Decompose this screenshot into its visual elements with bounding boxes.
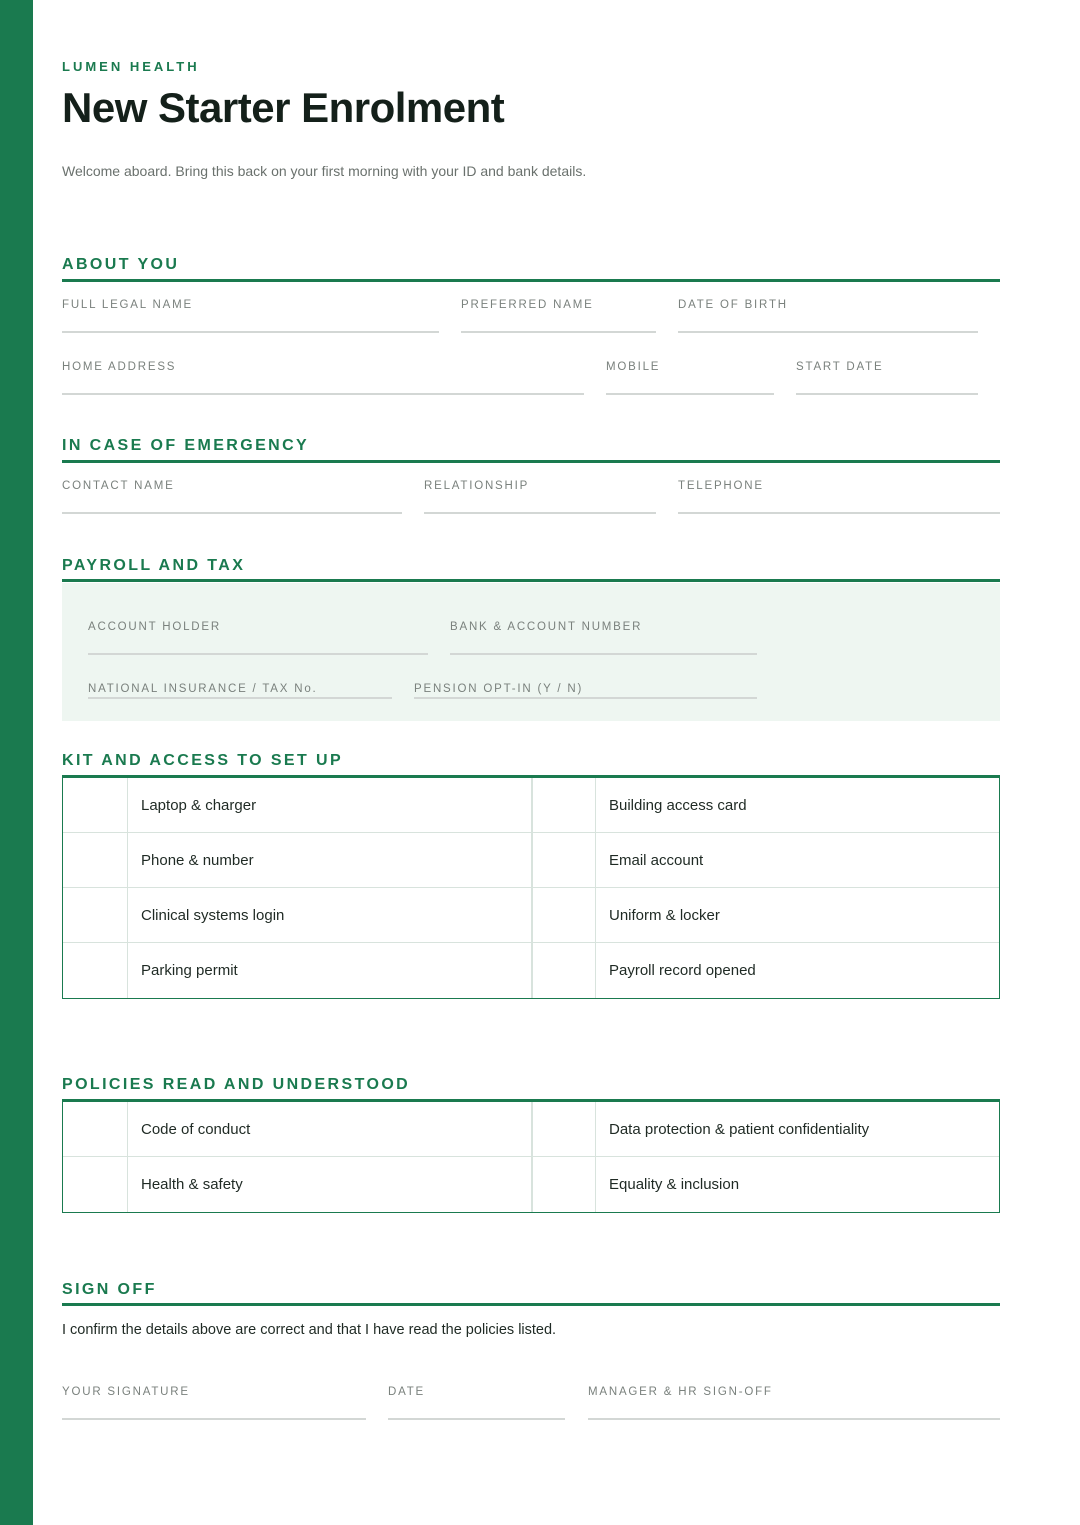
mobile-field[interactable] (606, 361, 774, 397)
kit-item: Email account (609, 851, 704, 869)
table-row (63, 1102, 999, 1157)
home-address-field[interactable] (62, 361, 584, 397)
section-rule-signoff (62, 1303, 1000, 1306)
confirm-statement: I confirm the details above are correct and that I have read the policies listed. (62, 1322, 557, 1338)
section-rule-emergency (62, 460, 1000, 463)
policies-checklist (62, 1099, 1000, 1213)
signoff-date-field[interactable] (388, 1386, 565, 1422)
checkbox-clinical-systems[interactable] (63, 888, 128, 942)
date-of-birth-field[interactable] (678, 299, 978, 335)
section-title-signoff: SIGN OFF (62, 1281, 157, 1298)
signature-label: YOUR SIGNATURE (62, 1386, 190, 1398)
account-holder-label: ACCOUNT HOLDER (88, 621, 221, 633)
checkbox-uniform[interactable] (531, 888, 596, 942)
checkbox-payroll-record[interactable] (531, 943, 596, 998)
start-date-label: START DATE (796, 361, 884, 373)
checkbox-health-safety[interactable] (63, 1157, 128, 1212)
account-holder-field[interactable] (88, 621, 428, 657)
start-date-field[interactable] (796, 361, 978, 397)
home-address-label: HOME ADDRESS (62, 361, 177, 373)
relationship-label: RELATIONSHIP (424, 480, 530, 492)
checkbox-phone[interactable] (63, 833, 128, 887)
section-title-payroll: PAYROLL AND TAX (62, 557, 246, 574)
checkbox-equality[interactable] (531, 1157, 596, 1212)
table-row (63, 778, 999, 833)
checkbox-email[interactable] (531, 833, 596, 887)
kit-item: Parking permit (141, 962, 238, 979)
contact-name-field[interactable] (62, 480, 402, 516)
contact-name-label: CONTACT NAME (62, 480, 175, 492)
table-row (63, 1157, 999, 1212)
table-row (63, 888, 999, 943)
checkbox-code-of-conduct[interactable] (63, 1102, 128, 1156)
preferred-name-field[interactable] (461, 299, 656, 335)
pension-field[interactable] (414, 683, 757, 701)
kit-item: Uniform & locker (609, 906, 720, 924)
kit-item: Payroll record opened (609, 962, 756, 979)
manager-signoff-field[interactable] (588, 1386, 1000, 1422)
side-accent-bar (0, 0, 33, 1525)
kit-item: Clinical systems login (141, 906, 285, 924)
telephone-label: TELEPHONE (678, 480, 764, 492)
table-row (63, 943, 999, 998)
brand-name: LUMEN HEALTH (62, 59, 200, 74)
section-title-kit: KIT AND ACCESS TO SET UP (62, 752, 344, 769)
section-title-emergency: IN CASE OF EMERGENCY (62, 437, 310, 454)
manager-signoff-label: MANAGER & HR SIGN-OFF (588, 1386, 773, 1398)
ni-tax-label: NATIONAL INSURANCE / TAX No. (88, 683, 318, 695)
ni-tax-field[interactable] (88, 683, 392, 701)
page-title: New Starter Enrolment (62, 84, 505, 131)
intro-text: Welcome aboard. Bring this back on your first morning with your ID and bank details. (62, 163, 587, 179)
date-of-birth-label: DATE OF BIRTH (678, 299, 788, 311)
kit-item: Building access card (609, 796, 747, 814)
relationship-field[interactable] (424, 480, 656, 516)
table-row (63, 833, 999, 888)
bank-account-label: BANK & ACCOUNT NUMBER (450, 621, 643, 633)
full-name-label: FULL LEGAL NAME (62, 299, 193, 311)
preferred-name-label: PREFERRED NAME (461, 299, 594, 311)
bank-account-field[interactable] (450, 621, 757, 657)
mobile-label: MOBILE (606, 361, 661, 373)
telephone-field[interactable] (678, 480, 1000, 516)
checkbox-laptop[interactable] (63, 778, 128, 832)
full-name-field[interactable] (62, 299, 439, 335)
section-rule-about (62, 279, 1000, 282)
signature-field[interactable] (62, 1386, 366, 1422)
section-rule-payroll (62, 579, 1000, 582)
kit-checklist (62, 775, 1000, 999)
checkbox-parking[interactable] (63, 943, 128, 998)
policy-item: Equality & inclusion (609, 1176, 740, 1193)
policy-item: Data protection & patient confidentiality (609, 1120, 870, 1138)
policy-item: Code of conduct (141, 1120, 251, 1138)
section-title-about: ABOUT YOU (62, 256, 180, 273)
kit-item: Laptop & charger (141, 796, 257, 814)
kit-item: Phone & number (141, 851, 254, 869)
policy-item: Health & safety (141, 1176, 243, 1193)
pension-label: PENSION OPT-IN (Y / N) (414, 683, 584, 695)
signoff-date-label: DATE (388, 1386, 426, 1398)
checkbox-data-protection[interactable] (531, 1102, 596, 1156)
section-title-policies: POLICIES READ AND UNDERSTOOD (62, 1076, 411, 1093)
checkbox-building-access[interactable] (531, 778, 596, 832)
